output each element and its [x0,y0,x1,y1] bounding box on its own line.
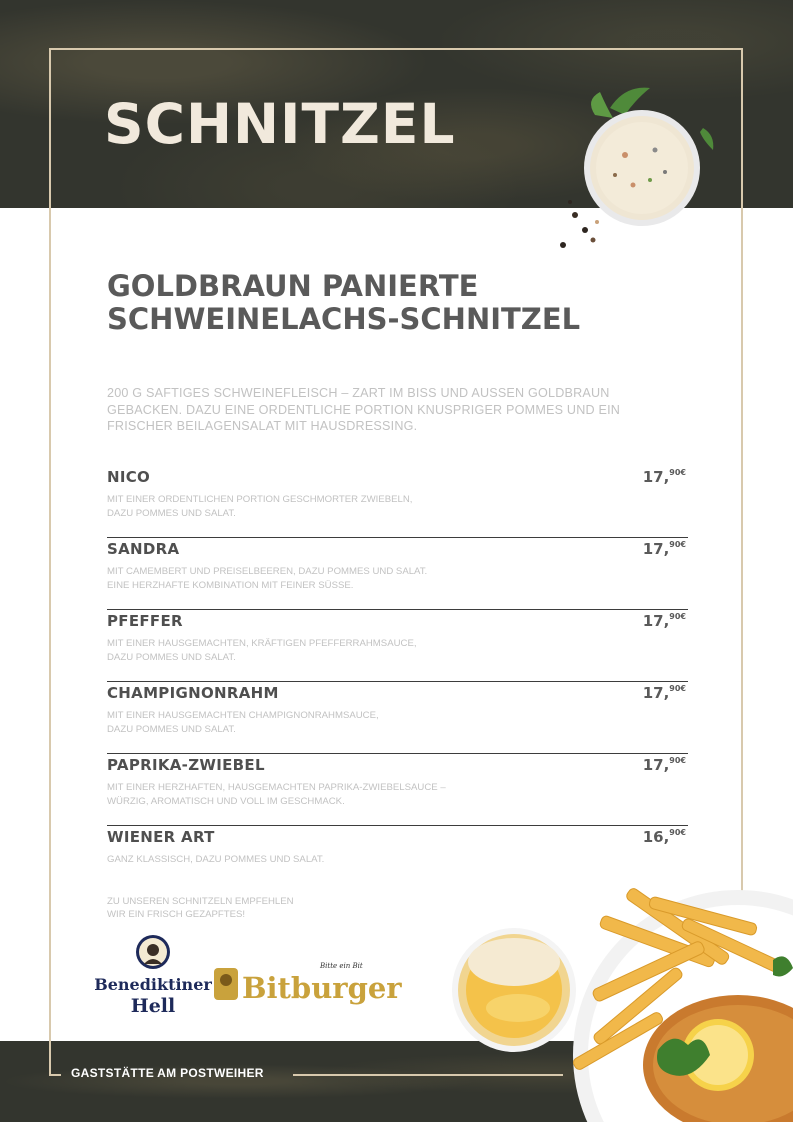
description-line: MIT EINER HAUSGEMACHTEN CHAMPIGNONRAHMSAUCE, [107,710,379,721]
description-line: WÜRZIG, AROMATISCH UND VOLL IM GESCHMACK. [107,795,345,807]
page-title: SCHNITZEL [104,92,456,156]
description-line: MIT EINER HERZHAFTEN, HAUSGEMACHTEN PAPRIKA-ZWIEBELSAUCE – [107,782,446,793]
description-line: MIT CAMEMBERT UND PREISELBEEREN, DAZU POMMES UND SALAT. [107,566,428,577]
menu-item-pfeffer [107,610,688,682]
menu-item-description [107,853,547,867]
price-cents: 90€ [669,612,686,621]
frame-line-left [49,1074,61,1076]
price-cents: 90€ [669,828,686,837]
description-line: DAZU POMMES UND SALAT. [107,507,236,519]
description-line: DAZU POMMES UND SALAT. [107,723,236,735]
benediktiner-name: Benediktiner [94,975,212,994]
schnitzel-plate-image [448,880,793,1122]
price-main: 17, [642,684,670,702]
menu-item-name: PFEFFER [107,612,183,630]
menu-item-name: WIENER ART [107,828,215,846]
menu-item-price [643,612,686,630]
menu-item-name: PAPRIKA-ZWIEBEL [107,756,265,774]
benediktiner-logo [94,934,212,1018]
description-line: GANZ KLASSISCH, DAZU POMMES UND SALAT. [107,854,325,865]
price-main: 17, [642,468,670,486]
price-main: 17, [642,612,670,630]
recommendation-line: WIR EIN FRISCH GEZAPFTES! [107,909,246,920]
price-main: 17, [642,756,670,774]
description-line: MIT EINER ORDENTLICHEN PORTION GESCHMORTER ZWIEBELN, [107,494,413,505]
menu-list [107,466,688,898]
menu-item-champignonrahm [107,682,688,754]
intro-text: 200 G SAFTIGES SCHWEINEFLEISCH – ZART IM BISS UND AUSSEN GOLDBRAUN GEBACKEN. DAZU EINE ORDENTLICHE PORTION KNUSPRIGER POMMES UND EIN FRISCHER BEILAGENSALAT MIT HAUSDRESSING. [107,386,621,433]
menu-item-price [643,828,686,846]
menu-item-description [107,781,547,808]
menu-item-description [107,637,547,664]
menu-item-name: SANDRA [107,540,180,558]
footer-restaurant-name: GASTSTÄTTE AM POSTWEIHER [71,1066,264,1080]
menu-item-description [107,493,547,520]
price-main: 17, [642,540,670,558]
description-line: MIT EINER HAUSGEMACHTEN, KRÄFTIGEN PFEFFERRAHMSAUCE, [107,638,417,649]
description-line: EINE HERZHAFTE KOMBINATION MIT FEINER SÜSSE. [107,579,354,591]
menu-item-sandra [107,538,688,610]
bitburger-logo [212,956,402,1006]
recommendation-line: ZU UNSEREN SCHNITZELN EMPFEHLEN [107,896,294,907]
menu-heading: GOLDBRAUN PANIERTE SCHWEINELACHS-SCHNITZEL [107,269,581,336]
price-cents: 90€ [669,540,686,549]
menu-item-price [643,756,686,774]
menu-item-description [107,709,547,736]
price-main: 16, [642,828,670,846]
menu-item-description [107,565,547,592]
menu-item-price [643,540,686,558]
description-line: DAZU POMMES UND SALAT. [107,651,236,663]
menu-item-name: NICO [107,468,151,486]
beer-recommendation [107,895,367,921]
menu-item-name: CHAMPIGNONRAHM [107,684,279,702]
bitburger-tagline: Bitte ein Bit [320,962,363,970]
menu-item-paprika-zwiebel [107,754,688,826]
price-cents: 90€ [669,756,686,765]
price-cents: 90€ [669,684,686,693]
menu-item-price [643,684,686,702]
bitburger-name: Bitburger [242,971,402,1005]
price-cents: 90€ [669,468,686,477]
sauce-bowl-image [555,80,725,255]
benediktiner-hell: Hell [130,995,176,1017]
menu-item-nico [107,466,688,538]
menu-item-price [643,468,686,486]
